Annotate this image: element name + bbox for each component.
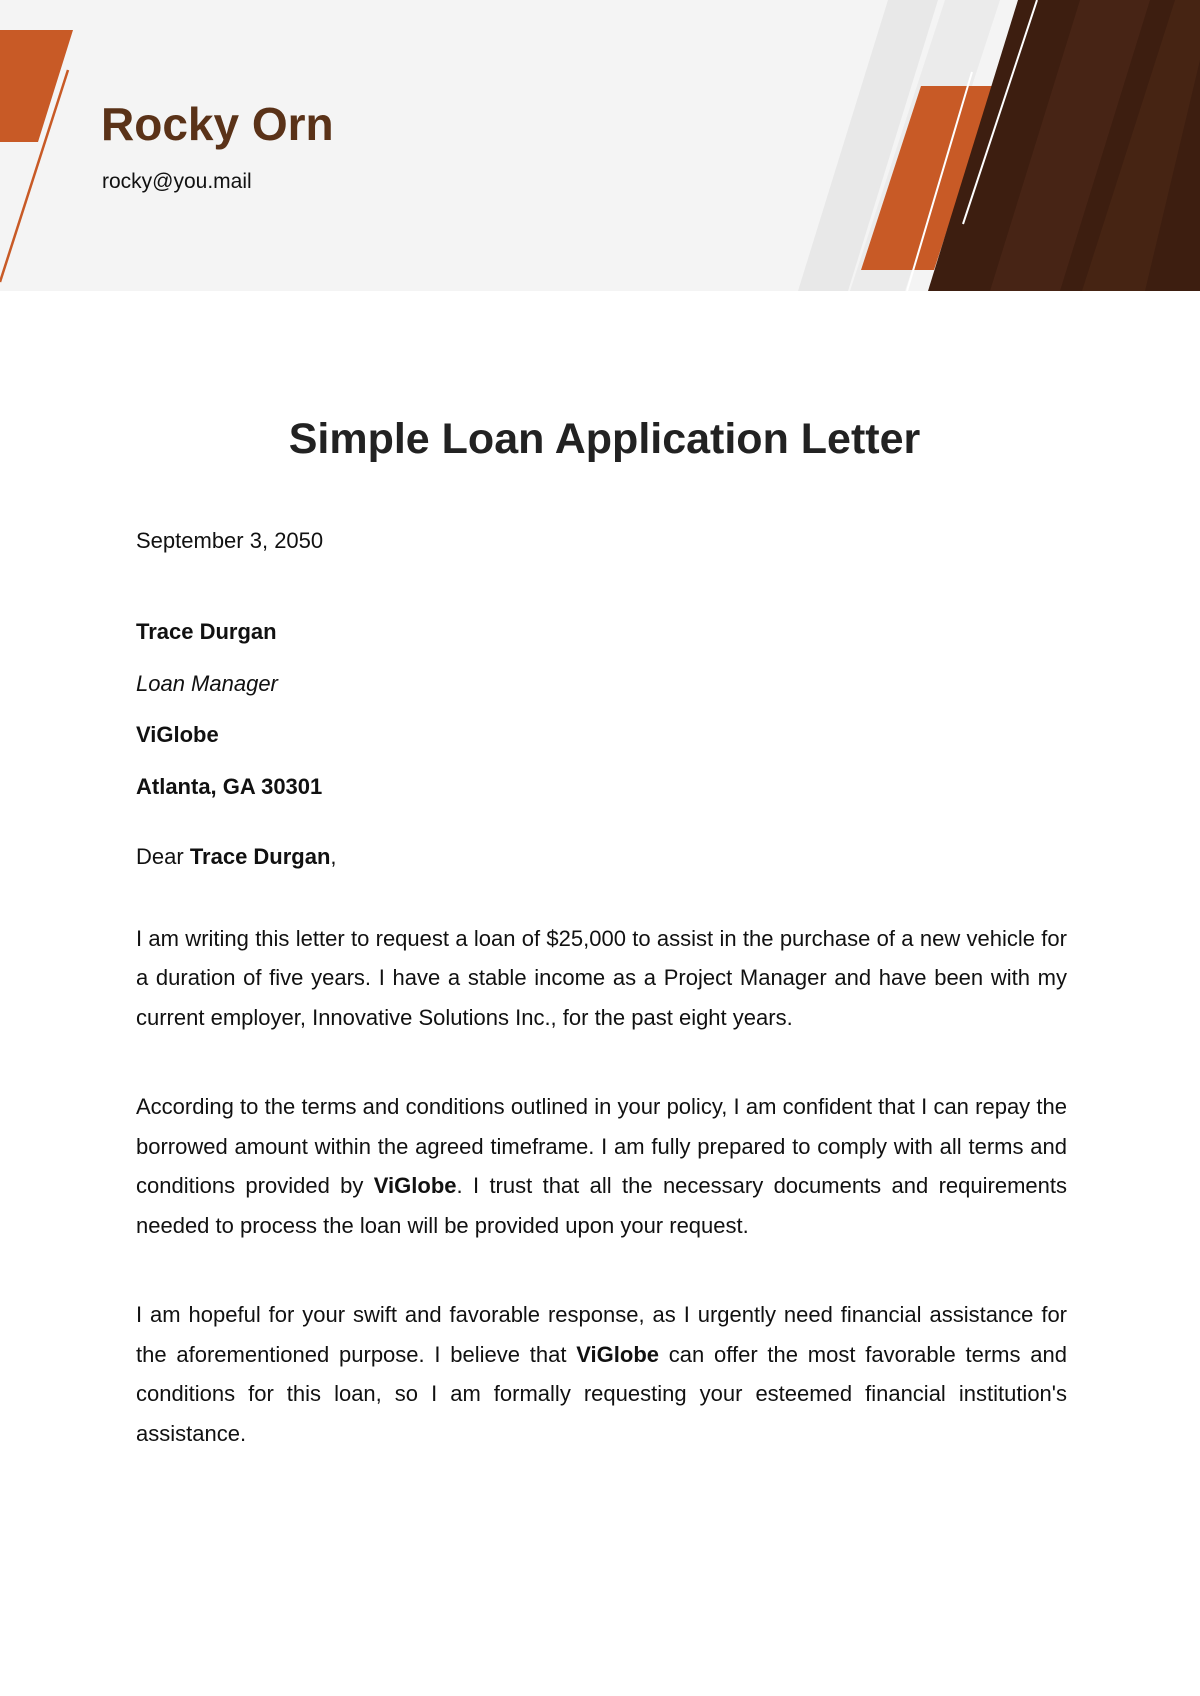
paragraph-3-text-after: can offer the most favorable terms and conditions for this loan, so I am formally requesting your esteemed financial institution's assistance. (136, 1341, 1067, 1446)
recipient-address: Atlanta, GA 30301 (136, 773, 323, 799)
body-paragraph-1: I am writing this letter to request a loan of $25,000 to assist in the purchase of a new vehicle for a duration of five years. I have a stable income as a Project Manager and have been with my current employer, Innovative Solutions Inc., for the past eight years. (136, 925, 1067, 1030)
paragraph-3-company: ViGlobe (576, 1341, 659, 1367)
recipient-role: Loan Manager (136, 670, 278, 696)
paragraph-2-text-after: . I trust that all the necessary documents and requirements needed to process the loan will be provided upon your request. (136, 1173, 1067, 1238)
recipient-block (136, 617, 1067, 802)
salutation (136, 842, 1067, 872)
sender-name: Rocky Orn (101, 98, 334, 150)
letter-body (136, 526, 1067, 1453)
recipient-name: Trace Durgan (136, 619, 277, 644)
paragraph-2-company: ViGlobe (373, 1173, 457, 1198)
salutation-punctuation: , (330, 843, 337, 869)
letterhead-banner (0, 0, 1200, 291)
sender-email: rocky@you.mail (102, 170, 252, 193)
document-title: Simple Loan Application Letter (288, 415, 921, 463)
salutation-name: Trace Durgan (189, 843, 331, 869)
body-paragraph-2 (136, 1087, 1067, 1245)
paragraph-3-text-before: I am hopeful for your swift and favorable response, as I urgently need financial assistance for the aforementioned purpose. I believe that (136, 1302, 1067, 1367)
paragraph-2-text-before: According to the terms and conditions outlined in your policy, I am confident that I can repay the borrowed amount within the agreed timeframe. I am fully prepared to comply with all terms and conditions provided by (136, 1094, 1067, 1198)
letter-date: September 3, 2050 (136, 528, 324, 553)
salutation-greeting: Dear (136, 843, 184, 869)
recipient-company: ViGlobe (136, 722, 219, 747)
body-paragraph-3 (136, 1295, 1067, 1453)
